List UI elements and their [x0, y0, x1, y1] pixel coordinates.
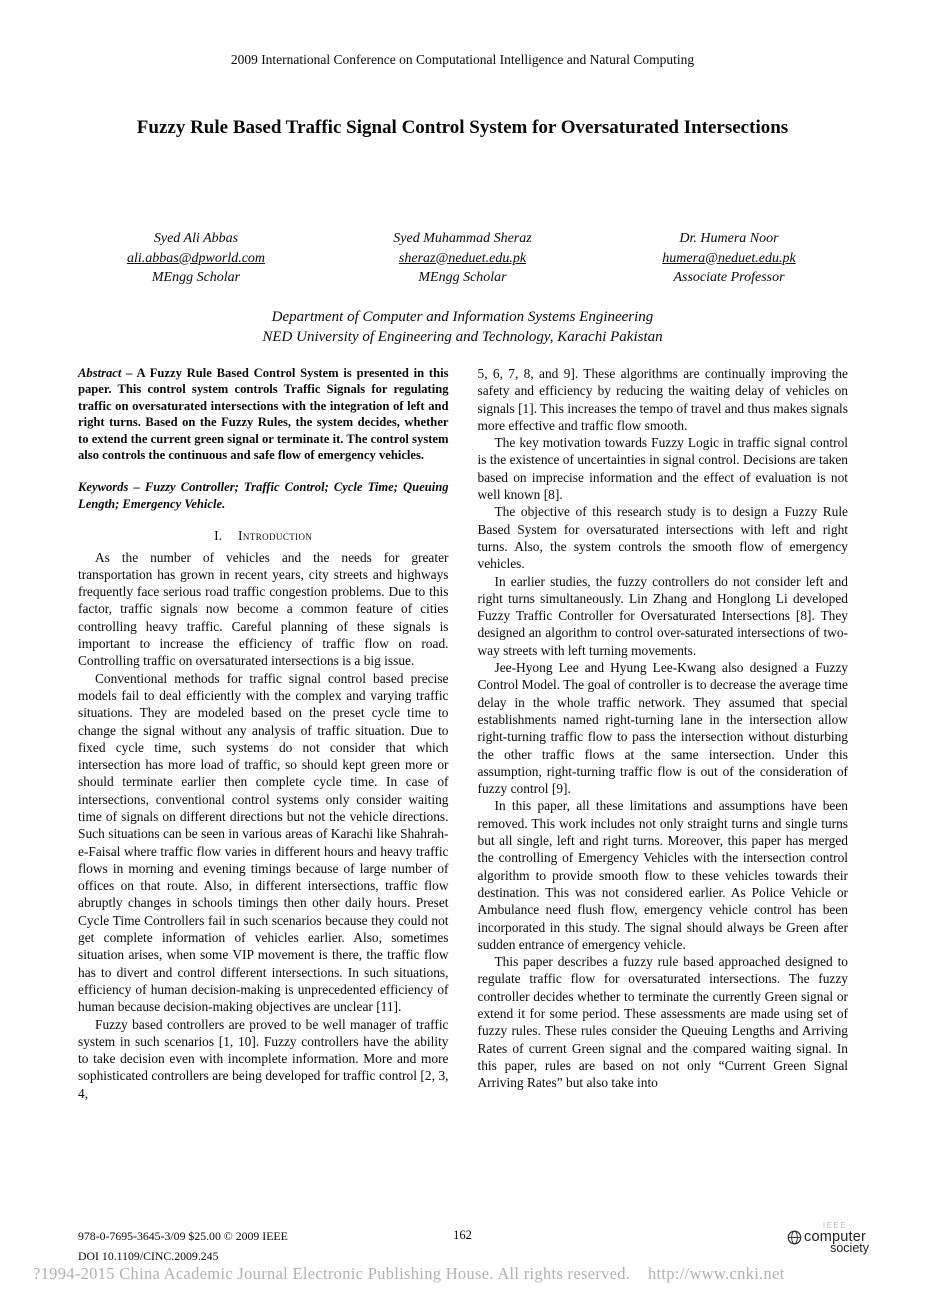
- affiliation-block: [0, 307, 925, 347]
- society-label: society: [830, 1241, 869, 1255]
- right-column: [478, 365, 849, 1102]
- author-role: MEngg Scholar: [418, 270, 507, 285]
- paper-title-text: Fuzzy Rule Based Traffic Signal Control System for Oversaturated Intersections: [136, 117, 789, 138]
- author-email-link[interactable]: sheraz@neduet.edu.pk: [398, 250, 527, 266]
- ieee-label: IEEE: [822, 1221, 848, 1230]
- body-columns: [78, 365, 848, 1102]
- author-name: Syed Ali Abbas: [153, 231, 239, 246]
- author-email-link[interactable]: humera@neduet.edu.pk: [662, 250, 796, 266]
- abstract-label: Abstract –: [78, 366, 133, 380]
- page-number: 162: [453, 1228, 472, 1242]
- paragraph: As the number of vehicles and the needs for greater transportation has grown in recent years, city streets and highways frequently face serious road traffic congestion problems. Due to this factor, traffic signals now become a common feature of cities controlling heavy traffic. Careful planning of these signals is important to increase the efficiency of traffic flow on road. Controlling traffic on oversaturated intersections is a big issue.: [78, 549, 449, 669]
- author-1: [70, 229, 322, 288]
- computer-label: computer: [804, 1229, 867, 1245]
- author-name: Dr. Humera Noor: [679, 231, 779, 246]
- author-email-link[interactable]: ali.abbas@dpworld.com: [126, 250, 266, 266]
- section-title: Introduction: [238, 528, 313, 544]
- author-block: [70, 229, 855, 288]
- abstract-paragraph: [78, 365, 449, 463]
- paragraph: In this paper, all these limitations and assumptions have been removed. This work includes not only straight turns and single turns but all single, left and right turns. Moreover, this paper has merged the controlling of Emergency Vehicles with the intersection control algorithm to provide smooth flow to these vehicles towards their destination. This was not considered earlier. As Police Vehicle or Ambulance need flush flow, emergency vehicle control has been incorporated in this study. The signal should always be Green after sudden entrance of emergency vehicle.: [477, 798, 848, 952]
- paragraph: Conventional methods for traffic signal control based precise models fail to deal efficiently with the complex and varying traffic situations. They are modeled based on the preset cycle time to change the signal without any analysis of traffic situation. Due to fixed cycle time, such systems do not consider that which intersection has more load of traffic, so should kept green more or should terminate earlier then complete cycle time. In case of intersections, conventional control systems only consider waiting time of signals on different directions but not the vehicle directions. Such situations can be seen in various areas of Karachi like Shahrah-e-Faisal where traffic flow varies in different hours and heavy traffic flows in morning and evening timings because of large number of offices on that route. Also, in different intersections, traffic flow abruptly changes in schools timings then other daily hours. Preset Cycle Time Controllers fail in such scenarios because they could not get complete information of vehicles earlier. Also, sometimes situation arises, when some VIP movement is there, the traffic flow has to divert and control different intersections. In such situations, efficiency of human decision-making is unprecedented efficiency of human because decision-making objectives are unclear [11].: [78, 670, 449, 1015]
- paragraph: The objective of this research study is to design a Fuzzy Rule Based System for oversaturated intersections with left and right turns. Also, the system controls the smooth flow of emergency vehicles.: [477, 504, 848, 572]
- affiliation-department: Department of Computer and Information Systems Engineering: [271, 309, 654, 325]
- footer-doi-line: DOI 10.1109/CINC.2009.245: [78, 1249, 219, 1263]
- abstract-text: A Fuzzy Rule Based Control System is presented in this paper. This control system controls Traffic Signals for regulating traffic on oversaturated intersections with the integration of left and right turns. Based on the Fuzzy Rules, the system decides, whether to extend the current green signal or terminate it. The control system also controls the continuous and safe flow of emergency vehicles.: [78, 366, 449, 463]
- paper-title: [0, 113, 925, 142]
- author-role: MEngg Scholar: [151, 270, 241, 285]
- conference-header: 2009 International Conference on Computational Intelligence and Natural Computing: [230, 52, 695, 67]
- author-role: Associate Professor: [673, 270, 785, 285]
- author-2: [337, 229, 589, 288]
- author-3: [603, 229, 855, 288]
- paragraph: Fuzzy based controllers are proved to be well manager of traffic system in such scenarios [1, 10]. Fuzzy controllers have the ability to take decision even with incomplete information. More and more sophisticated controllers are being developed for traffic control [2, 3, 4,: [78, 1016, 449, 1101]
- paragraph: Jee-Hyong Lee and Hyung Lee-Kwang also designed a Fuzzy Control Model. The goal of controller is to decrease the average time delay in the whole traffic network. They assumed that special establishments named right-turning lane in the intersection allow right-turning traffic flow to pass the intersection without disturbing the other traffic flows at the same intersection. Under this assumption, right-turning traffic flow is out of the consideration of fuzzy control [9].: [477, 660, 848, 797]
- paragraph: This paper describes a fuzzy rule based approached designed to regulate traffic flow for oversaturated intersections. The fuzzy controller decides whether to terminate the currently Green signal or extend it for some period. These assessments are made using set of fuzzy rules. These rules consider the Queuing Lengths and Arriving Rates of current Green signal and the compared waiting signal. In this paper, rules are based on not only “Current Green Signal Arriving Rates” but also take into: [477, 954, 848, 1091]
- footer-copyright-line: 978-0-7695-3645-3/09 $25.00 © 2009 IEEE: [78, 1229, 288, 1243]
- paragraph: 5, 6, 7, 8, and 9]. These algorithms are continually improving the safety and efficiency by reducing the waiting delay of vehicles on signals [1]. This increases the tempo of travel and thus makes signals more effective and traffic flow smooth.: [477, 366, 848, 433]
- author-name: Syed Muhammad Sheraz: [393, 231, 532, 246]
- section-heading-introduction: [78, 527, 449, 544]
- paragraph: The key motivation towards Fuzzy Logic in traffic signal control is the existence of uncertainties in signal control. Decisions are taken based on imprecise information and the effect of evaluation is not well known [8].: [477, 435, 848, 503]
- affiliation-university: NED University of Engineering and Technology, Karachi Pakistan: [262, 329, 663, 345]
- paragraph: In earlier studies, the fuzzy controllers do not consider left and right turns simultaneously. Lin Zhang and Honglong Li developed Fuzzy Traffic Controller for Oversaturated Intersections [8]. They designed an algorithm to control over-saturated intersections of two-way streets with left turning movements.: [477, 573, 848, 658]
- cnki-watermark: ?1994-2015 China Academic Journal Electronic Publishing House. All rights reserved. http://www.cnki.net: [33, 1264, 785, 1283]
- section-number: I.: [214, 528, 223, 544]
- ieee-cs-globe-icon: [787, 1230, 802, 1245]
- keywords-paragraph: Keywords – Fuzzy Controller; Traffic Control; Cycle Time; Queuing Length; Emergency Vehicle.: [78, 480, 449, 511]
- left-column: [78, 365, 449, 1102]
- ieee-computer-society-logo: [787, 1221, 869, 1255]
